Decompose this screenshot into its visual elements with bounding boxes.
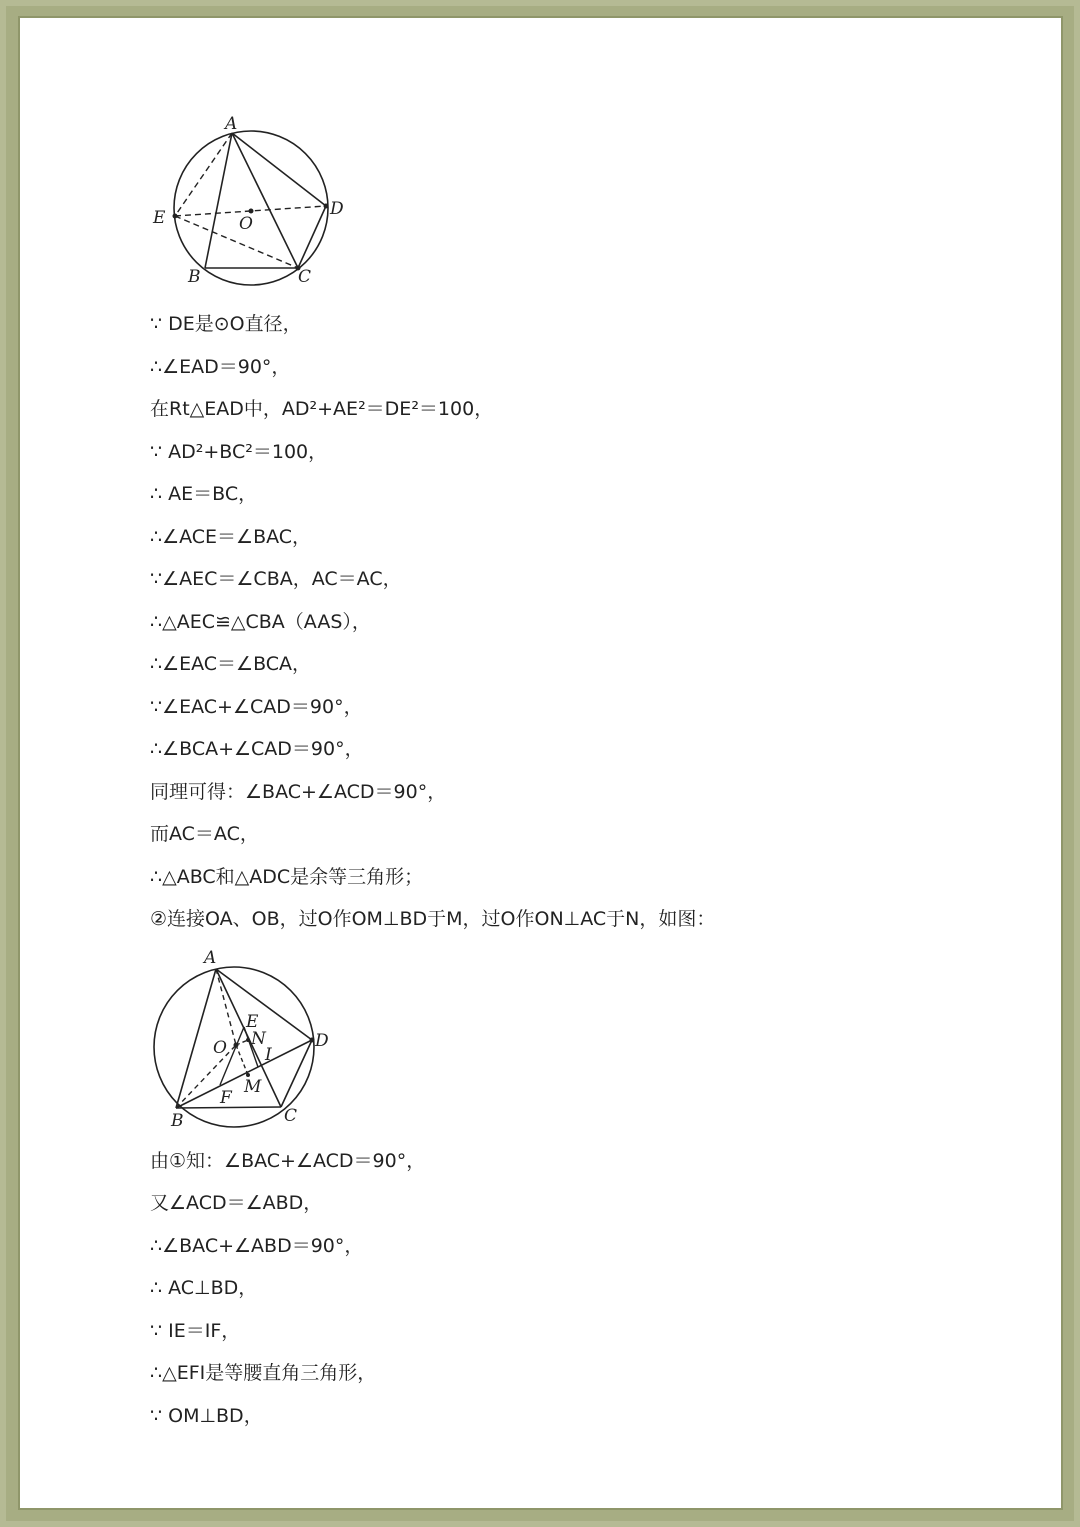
proof-line-1: ∵ DE是⊙O直径，	[150, 313, 302, 335]
label-i: I	[265, 1045, 272, 1065]
label-b: B	[171, 1111, 184, 1130]
proof-line-6: ∴∠ACE＝∠BAC，	[150, 526, 312, 548]
proof-line-20: ∵ IE＝IF，	[150, 1320, 241, 1342]
proof-line-3: 在Rt△EAD中，AD²+AE²＝DE²＝100，	[150, 398, 494, 420]
label-c: C	[284, 1106, 298, 1126]
proof-line-21: ∴△EFI是等腰直角三角形，	[150, 1362, 377, 1384]
segment-om	[236, 1045, 248, 1075]
proof-line-10: ∵∠EAC+∠CAD＝90°，	[150, 696, 363, 718]
label-b: B	[188, 267, 201, 287]
proof-line-13: 而AC＝AC，	[150, 823, 259, 845]
proof-line-15: ②连接OA、OB，过O作OM⊥BD于M，过O作ON⊥AC于N，如图：	[150, 908, 716, 930]
proof-line-11: ∴∠BCA+∠CAD＝90°，	[150, 738, 364, 760]
proof-line-2: ∴∠EAD＝90°，	[150, 356, 291, 378]
proof-line-7: ∵∠AEC＝∠CBA，AC＝AC，	[150, 568, 402, 590]
label-e: E	[246, 1012, 259, 1032]
label-o: O	[213, 1038, 227, 1058]
proof-line-16: 由①知：∠BAC+∠ACD＝90°，	[150, 1150, 426, 1172]
proof-line-19: ∴ AC⊥BD，	[150, 1277, 258, 1299]
segment-bd	[176, 1040, 312, 1108]
label-o: O	[239, 214, 253, 234]
segment-ad	[232, 133, 326, 206]
proof-line-22: ∵ OM⊥BD，	[150, 1405, 263, 1427]
label-m: M	[244, 1077, 262, 1097]
proof-line-14: ∴△ABC和△ADC是余等三角形；	[150, 866, 424, 888]
proof-line-17: 又∠ACD＝∠ABD，	[150, 1192, 323, 1214]
label-a: A	[225, 114, 238, 134]
label-e: E	[153, 208, 166, 228]
label-a: A	[204, 948, 217, 968]
proof-line-5: ∴ AE＝BC，	[150, 483, 258, 505]
figure-2-circle-diagram	[148, 945, 348, 1130]
figure-1-circle-diagram	[148, 110, 368, 290]
proof-line-12: 同理可得：∠BAC+∠ACD＝90°，	[150, 781, 447, 803]
proof-line-8: ∴△AEC≌△CBA（AAS），	[150, 611, 371, 633]
label-c: C	[298, 267, 312, 287]
proof-line-9: ∴∠EAC＝∠BCA，	[150, 653, 312, 675]
proof-line-18: ∴∠BAC+∠ABD＝90°，	[150, 1235, 364, 1257]
label-n: N	[251, 1029, 266, 1049]
label-f: F	[220, 1088, 232, 1108]
proof-line-4: ∵ AD²+BC²＝100，	[150, 441, 328, 463]
segment-oa	[216, 969, 236, 1045]
label-d: D	[315, 1031, 329, 1051]
segment-ac	[232, 133, 298, 268]
label-d: D	[330, 199, 344, 219]
